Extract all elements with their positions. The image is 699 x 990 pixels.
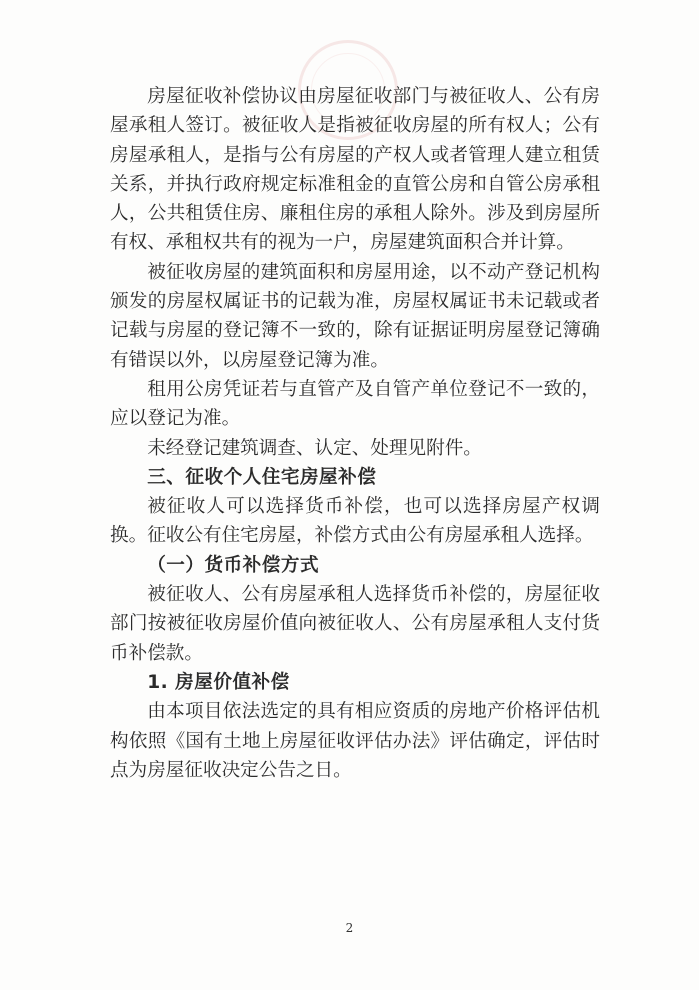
paragraph-valuation: 由本项目依法选定的具有相应资质的房地产价格评估机构依照《国有土地上房屋征收评估办法》评估确定，评估时点为房屋征收决定公告之日。 — [110, 701, 600, 781]
page-number: 2 — [345, 921, 354, 935]
paragraph-compensation-choice: 被征收人可以选择货币补偿，也可以选择房屋产权调换。征收公有住宅房屋，补偿方式由公有房屋承租人选择。 — [110, 496, 600, 547]
subsection-heading-monetary-compensation: （一）货币补偿方式 — [147, 554, 320, 576]
section-heading-residential-compensation: 三、征收个人住宅房屋补偿 — [147, 466, 377, 488]
paragraph-agreement-signing: 房屋征收补偿协议由房屋征收部门与被征收人、公有房屋承租人签订。被征收人是指被征收房屋的所有权人；公有房屋承租人，是指与公有房屋的产权人或者管理人建立租赁关系，并执行政府规定标准租金的直管公房和自管公房承租人，公共租赁住房、廉租住房的承租人除外。涉及到房屋所有权、承租权共有的视为一户，房屋建筑面积合并计算。 — [110, 86, 600, 254]
paragraph-monetary-compensation: 被征收人、公有房屋承租人选择货币补偿的，房屋征收部门按被征收房屋价值向被征收人、公有房屋承租人支付货币补偿款。 — [110, 584, 600, 664]
item-heading-house-value: 1. 房屋价值补偿 — [147, 671, 290, 693]
paragraph-public-housing-lease: 租用公房凭证若与直管产及自管产单位登记不一致的，应以登记为准。 — [110, 378, 600, 430]
paragraph-building-area: 被征收房屋的建筑面积和房屋用途，以不动产登记机构颁发的房屋权属证书的记载为准，房屋权属证书未记载或者记载与房屋的登记簿不一致的，除有证据证明房屋登记簿确有错误以外，以房屋登记簿为准。 — [110, 261, 600, 371]
paragraph-unregistered-buildings: 未经登记建筑调查、认定、处理见附件。 — [147, 437, 482, 459]
body-text — [110, 82, 600, 785]
